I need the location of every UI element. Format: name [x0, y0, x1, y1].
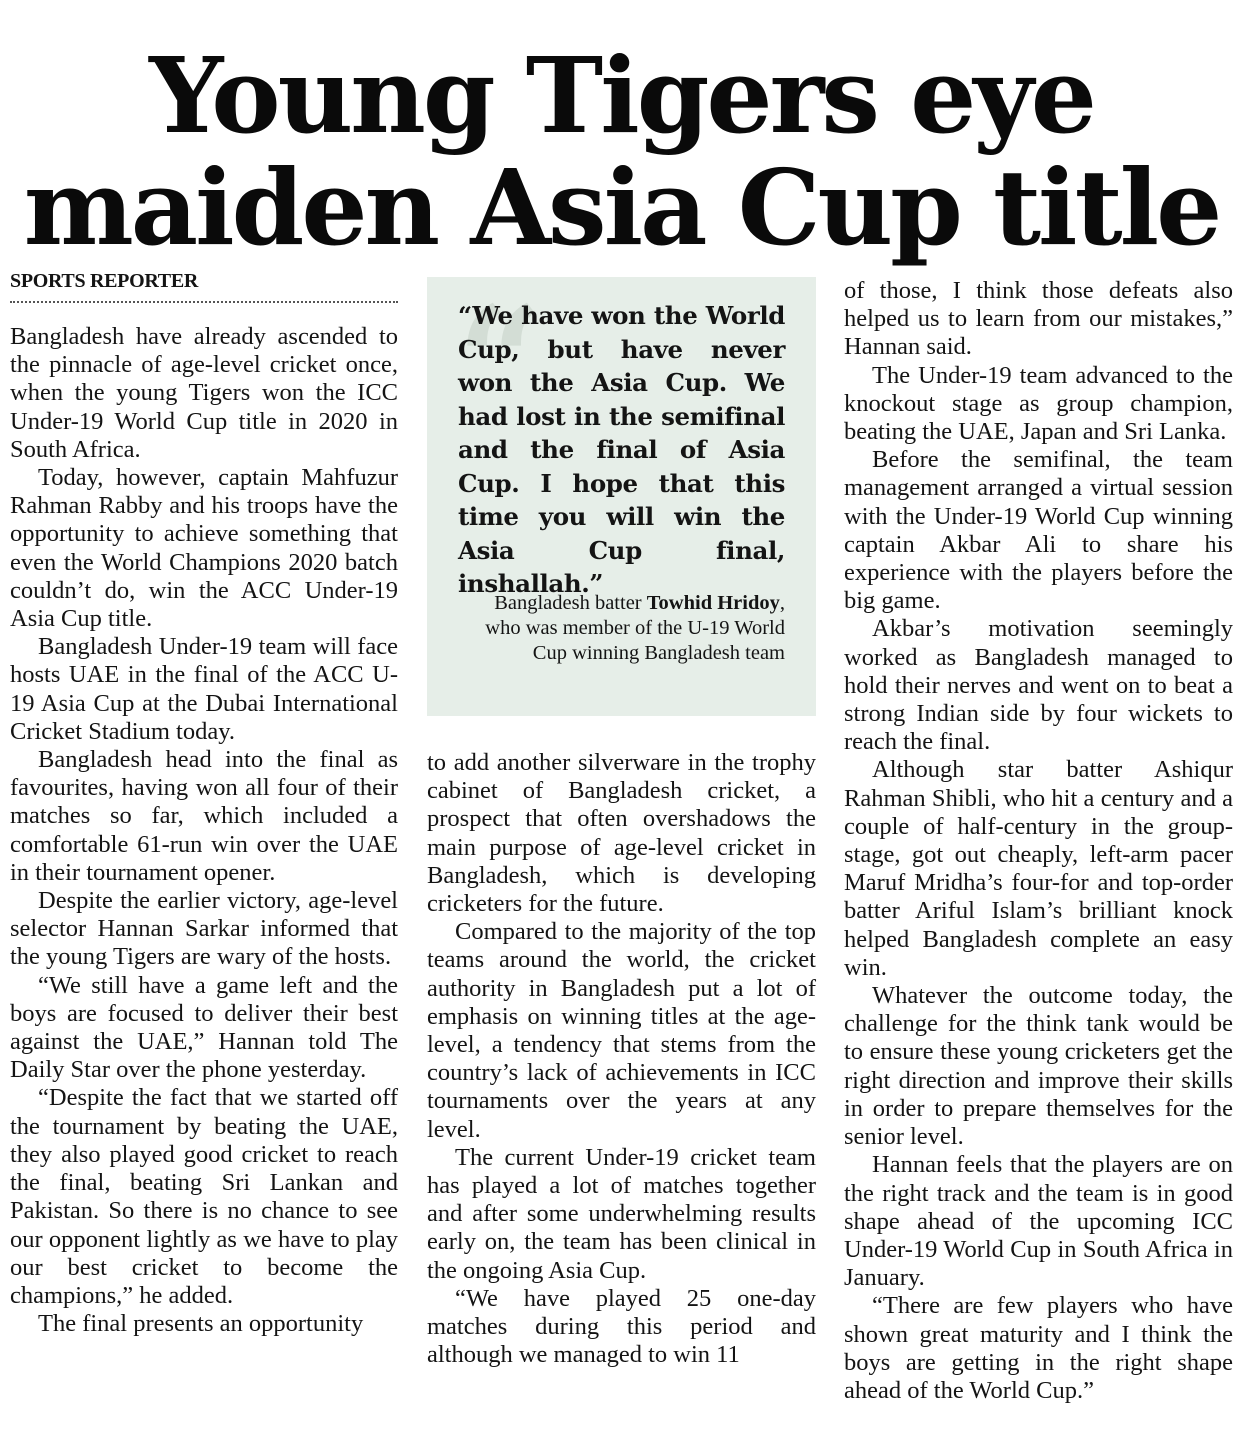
article-column-3	[844, 277, 1233, 1405]
paragraph: “Despite the fact that we started off the tournament by beating the UAE, they also played good cricket to reach the final, beating Sri Lankan and Pakistan. So there is no chance to see our opponent lightly as we have to play our best cricket to become the champions,” he added.	[10, 1084, 398, 1309]
article-column-1	[10, 323, 398, 1338]
paragraph: The current Under-19 cricket team has played a lot of matches together and after some underwhelming results early on, the team has been clinical in the ongoing Asia Cup.	[427, 1143, 816, 1284]
paragraph: Today, however, captain Mahfuzur Rahman Rabby and his troops have the opportunity to achieve something that even the World Champions 2020 batch couldn’t do, win the ACC Under-19 Asia Cup title.	[10, 464, 398, 633]
paragraph: of those, I think those defeats also helped us to learn from our mistakes,” Hannan said.	[844, 277, 1233, 361]
paragraph: Hannan feels that the players are on the right track and the team is in good shape ahead of the upcoming ICC Under-19 World Cup in South Africa in January.	[844, 1151, 1233, 1292]
headline	[0, 34, 1243, 269]
attribution-suffix: , who was member of the U-19 World Cup winning Bangladesh team	[485, 592, 785, 664]
headline-line-1: Young Tigers eye	[149, 34, 1094, 157]
headline-line-2: maiden Asia Cup title	[23, 146, 1220, 269]
paragraph: Although star batter Ashiqur Rahman Shibli, who hit a century and a couple of half-century in the group-stage, got out cheaply, left-arm pacer Maruf Mridha’s four-for and top-order batter Ariful Islam’s brilliant knock helped Bangladesh complete an easy win.	[844, 756, 1233, 981]
paragraph: Akbar’s motivation seemingly worked as Bangladesh managed to hold their nerves and went on to beat a strong Indian side by four wickets to reach the final.	[844, 615, 1233, 756]
paragraph: The Under-19 team advanced to the knockout stage as group champion, beating the UAE, Japan and Sri Lanka.	[844, 361, 1233, 446]
paragraph: Bangladesh have already ascended to the pinnacle of age-level cricket once, when the young Tigers won the ICC Under-19 World Cup title in 2020 in South Africa.	[10, 323, 398, 463]
attribution-name: Towhid Hridoy	[646, 592, 780, 614]
paragraph: “We have played 25 one-day matches during this period and although we managed to win 11	[427, 1284, 816, 1369]
quote-mark-icon: “	[457, 274, 544, 450]
article-column-2	[427, 749, 816, 1369]
paragraph: Whatever the outcome today, the challenge for the think tank would be to ensure these young cricketers get the right direction and improve their skills in order to prepare themselves for the senior level.	[844, 982, 1233, 1151]
byline: SPORTS REPORTER	[10, 270, 398, 303]
pull-quote-box	[427, 274, 816, 716]
paragraph: The final presents an opportunity	[38, 1310, 364, 1338]
paragraph: Despite the earlier victory, age-level selector Hannan Sarkar informed that the young Tigers are wary of the hosts.	[10, 887, 398, 971]
attribution-prefix: Bangladesh batter	[494, 592, 647, 614]
paragraph: Before the semifinal, the team management arranged a virtual session with the Under-19 World Cup winning captain Akbar Ali to share his experience with the players before the big game.	[844, 446, 1233, 615]
pull-quote-text: “We have won the World Cup, but have never won the Asia Cup. We had lost in the semifinal and the final of Asia Cup. I hope that this time you will win the Asia Cup final, inshallah.”	[458, 301, 785, 598]
paragraph: “We still have a game left and the boys are focused to deliver their best against the UAE,” Hannan told The Daily Star over the phone yesterday.	[10, 971, 398, 1084]
paragraph: to add another silverware in the trophy cabinet of Bangladesh cricket, a prospect that often overshadows the main purpose of age-level cricket in Bangladesh, which is developing cricketers for the future.	[427, 749, 816, 918]
paragraph: Bangladesh Under-19 team will face hosts UAE in the final of the ACC U-19 Asia Cup at the Dubai International Cricket Stadium today.	[10, 633, 398, 745]
paragraph: Bangladesh head into the final as favourites, having won all four of their matches so far, which included a comfortable 61-run win over the UAE in their tournament opener.	[10, 746, 398, 886]
paragraph: Compared to the majority of the top teams around the world, the cricket authority in Bangladesh put a lot of emphasis on winning titles at the age-level, a tendency that stems from the country’s lack of achievements in ICC tournaments over the years at any level.	[427, 918, 816, 1143]
paragraph: “There are few players who have shown great maturity and I think the boys are getting in the right shape ahead of the World Cup.”	[844, 1292, 1233, 1404]
pull-quote-attribution	[458, 591, 785, 666]
